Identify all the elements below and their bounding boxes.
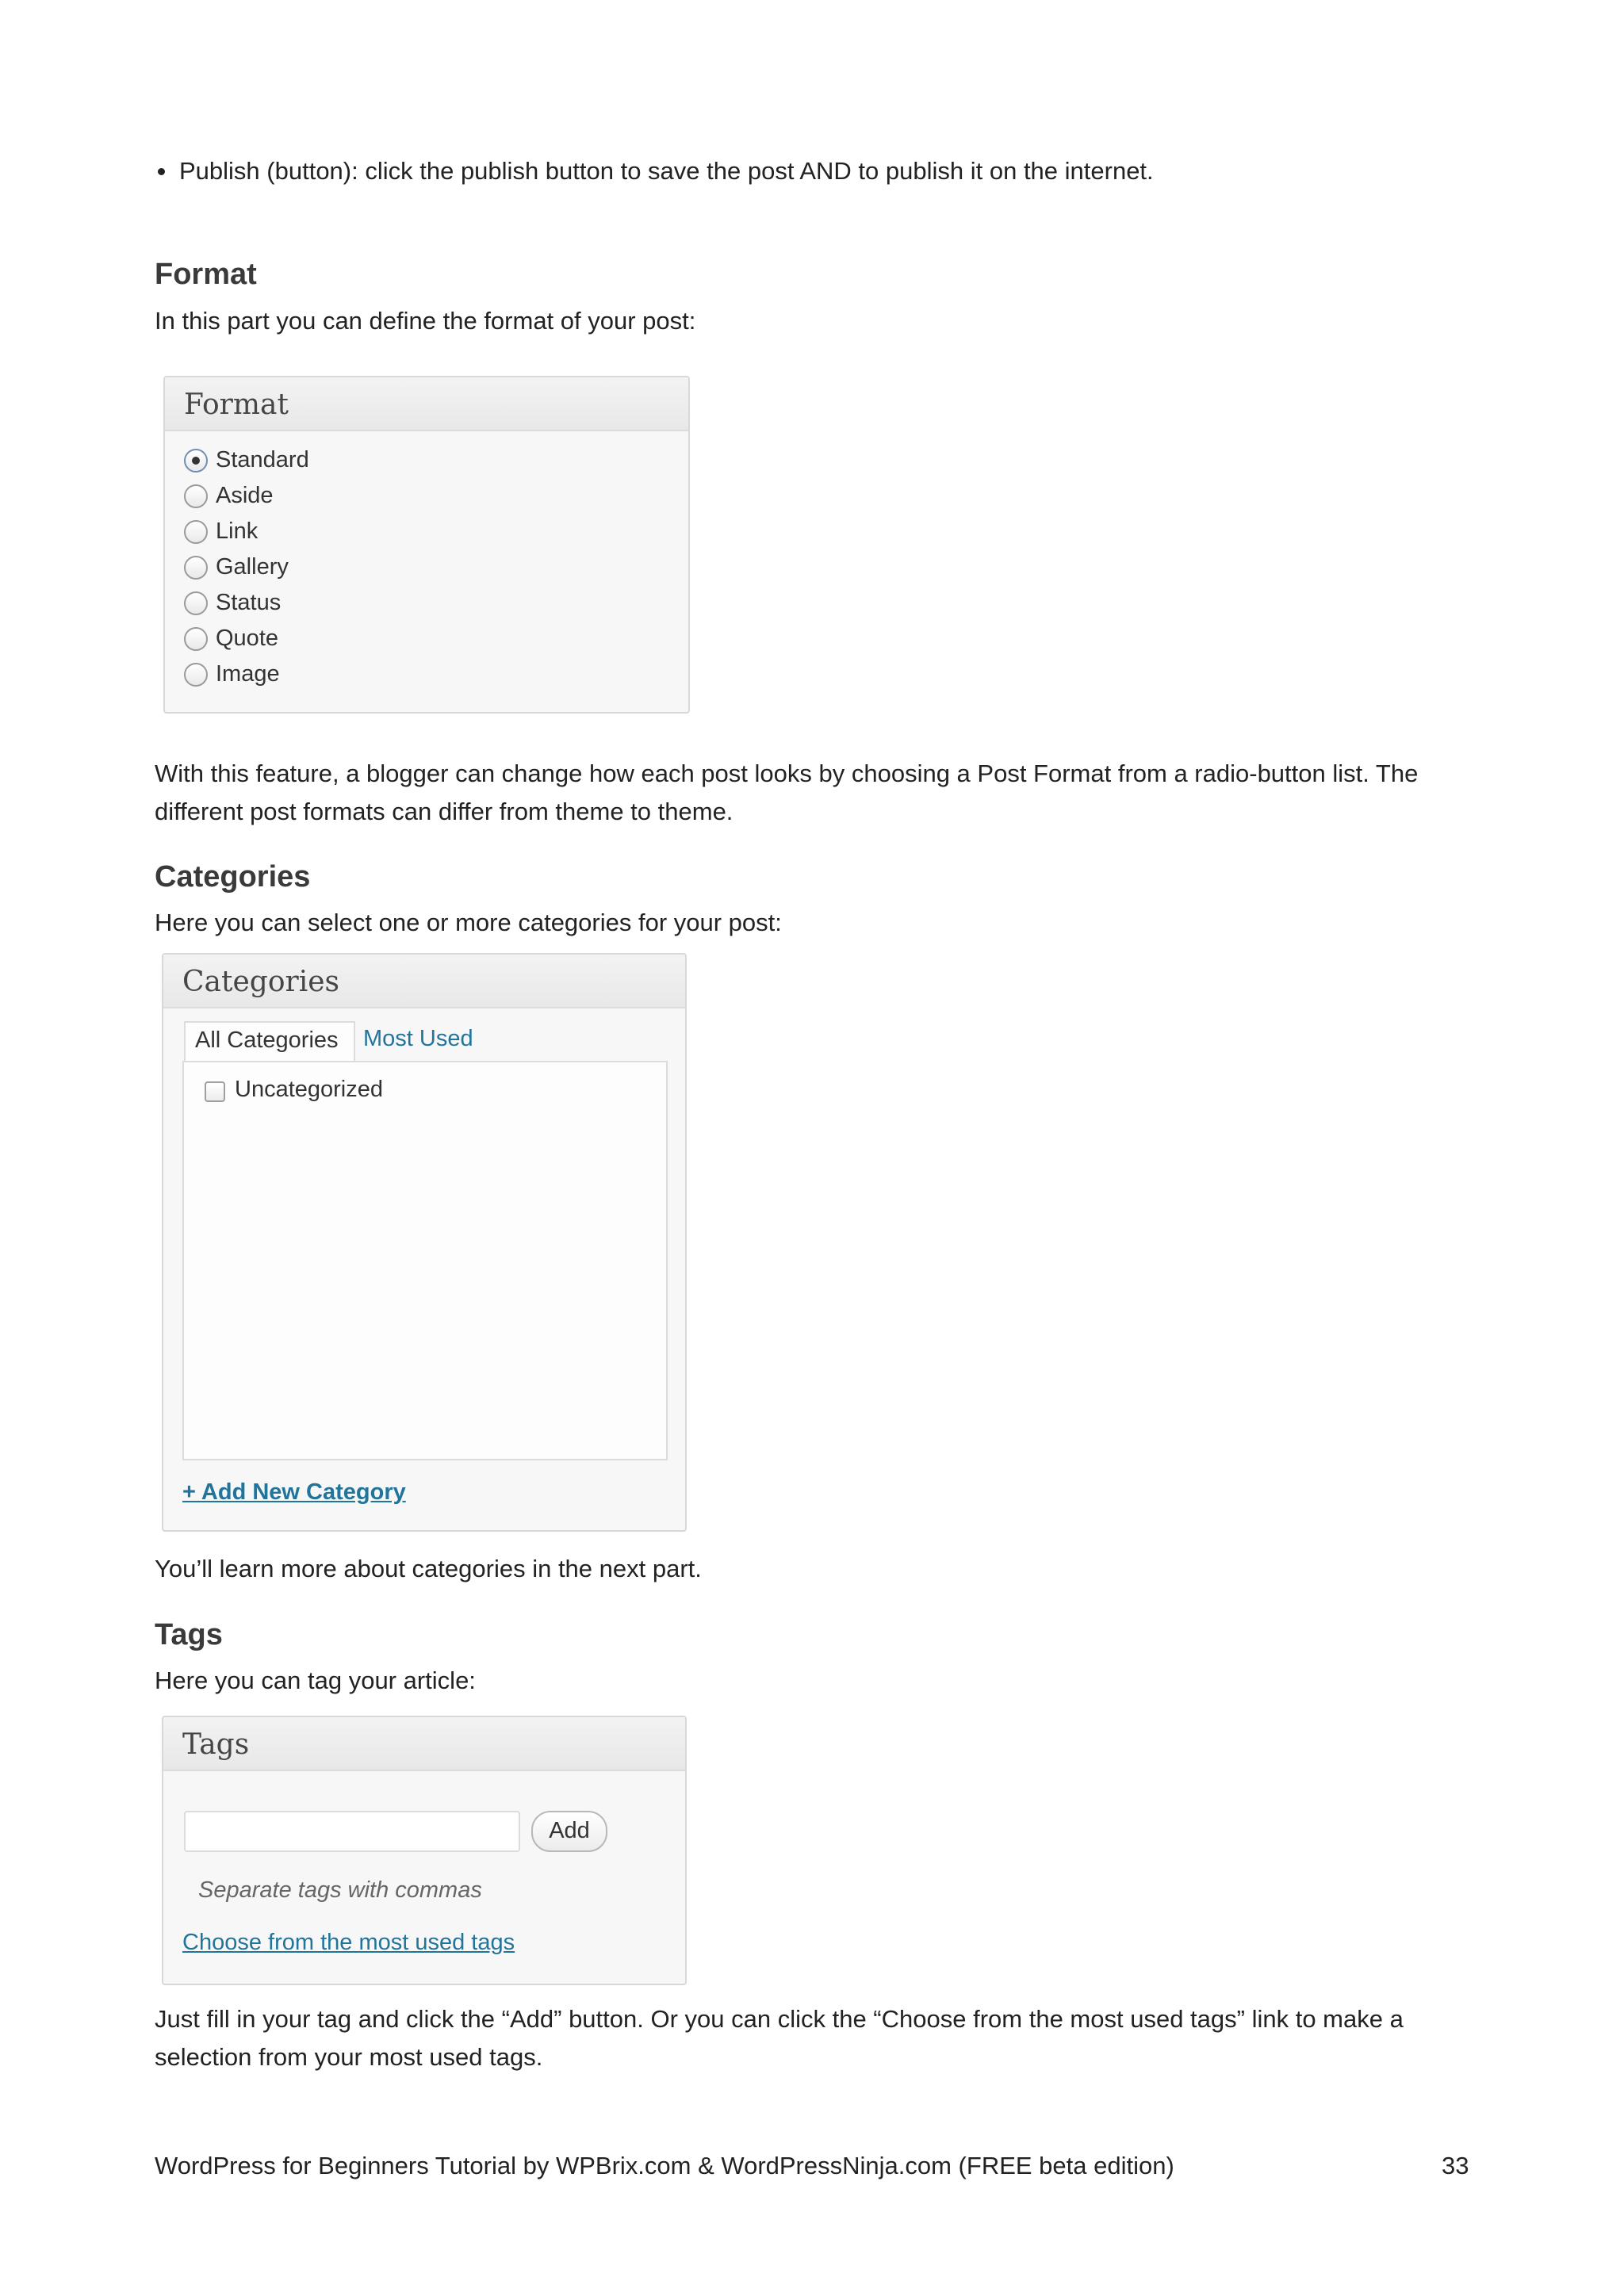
footer-text: WordPress for Beginners Tutorial by WPBrix.com & WordPressNinja.com (FREE beta edition) xyxy=(155,2152,1174,2179)
tab-most-used[interactable]: Most Used xyxy=(363,1026,473,1051)
format-option-label: Link xyxy=(216,519,259,544)
tag-input[interactable] xyxy=(184,1811,520,1852)
format-meta-box xyxy=(163,376,690,714)
categories-intro: Here you can select one or more categories for your post: xyxy=(155,909,782,936)
uncategorized-checkbox[interactable] xyxy=(205,1081,225,1102)
format-option-label: Image xyxy=(216,661,280,687)
radio-icon[interactable] xyxy=(184,627,208,651)
tags-meta-box xyxy=(162,1716,687,1985)
tags-hint: Separate tags with commas xyxy=(198,1877,482,1903)
radio-icon[interactable] xyxy=(184,591,208,615)
category-item-label: Uncategorized xyxy=(235,1077,383,1102)
categories-checklist-panel xyxy=(182,1061,668,1460)
format-option-label: Standard xyxy=(216,447,309,473)
format-intro: In this part you can define the format of your post: xyxy=(155,307,696,335)
categories-meta-box xyxy=(162,953,687,1532)
format-option-status[interactable] xyxy=(184,585,688,621)
tags-intro: Here you can tag your article: xyxy=(155,1667,476,1694)
format-option-standard[interactable] xyxy=(184,442,688,478)
format-explanation-line1: With this feature, a blogger can change how each post looks by choosing a Post Format from a radio-button list. The xyxy=(155,760,1419,787)
format-heading: Format xyxy=(155,258,257,291)
tags-box-title: Tags xyxy=(163,1717,685,1771)
format-box-title: Format xyxy=(165,377,688,431)
add-tag-button[interactable]: Add xyxy=(531,1811,607,1852)
radio-checked-icon[interactable] xyxy=(184,449,208,473)
bullet-dot xyxy=(158,168,165,175)
tags-explanation-line2: selection from your most used tags. xyxy=(155,2043,543,2071)
radio-icon[interactable] xyxy=(184,556,208,580)
page-number: 33 xyxy=(1442,2152,1469,2179)
tags-explanation-line1: Just fill in your tag and click the “Add” button. Or you can click the “Choose from the most used tags” link to make a xyxy=(155,2005,1404,2033)
format-option-label: Gallery xyxy=(216,554,289,580)
choose-most-used-tags-link[interactable]: Choose from the most used tags xyxy=(182,1930,515,1955)
format-option-gallery[interactable] xyxy=(184,549,688,585)
add-new-category-link[interactable]: + Add New Category xyxy=(182,1479,406,1505)
format-option-label: Status xyxy=(216,590,282,615)
publish-bullet-text: Publish (button): click the publish button to save the post AND to publish it on the internet. xyxy=(179,157,1154,185)
format-option-quote[interactable] xyxy=(184,621,688,656)
format-option-label: Quote xyxy=(216,626,278,651)
tab-all-categories[interactable]: All Categories xyxy=(184,1021,355,1062)
format-explanation-line2: different post formats can differ from theme to theme. xyxy=(155,798,733,825)
radio-icon[interactable] xyxy=(184,484,208,508)
categories-note: You’ll learn more about categories in the next part. xyxy=(155,1555,702,1582)
tags-heading: Tags xyxy=(155,1618,223,1651)
format-option-aside[interactable] xyxy=(184,478,688,514)
categories-box-title: Categories xyxy=(163,955,685,1008)
radio-icon[interactable] xyxy=(184,520,208,544)
format-radio-list xyxy=(165,431,688,692)
format-option-image[interactable] xyxy=(184,656,688,692)
format-option-link[interactable] xyxy=(184,514,688,549)
categories-heading: Categories xyxy=(155,860,311,894)
radio-icon[interactable] xyxy=(184,663,208,687)
format-option-label: Aside xyxy=(216,483,274,508)
